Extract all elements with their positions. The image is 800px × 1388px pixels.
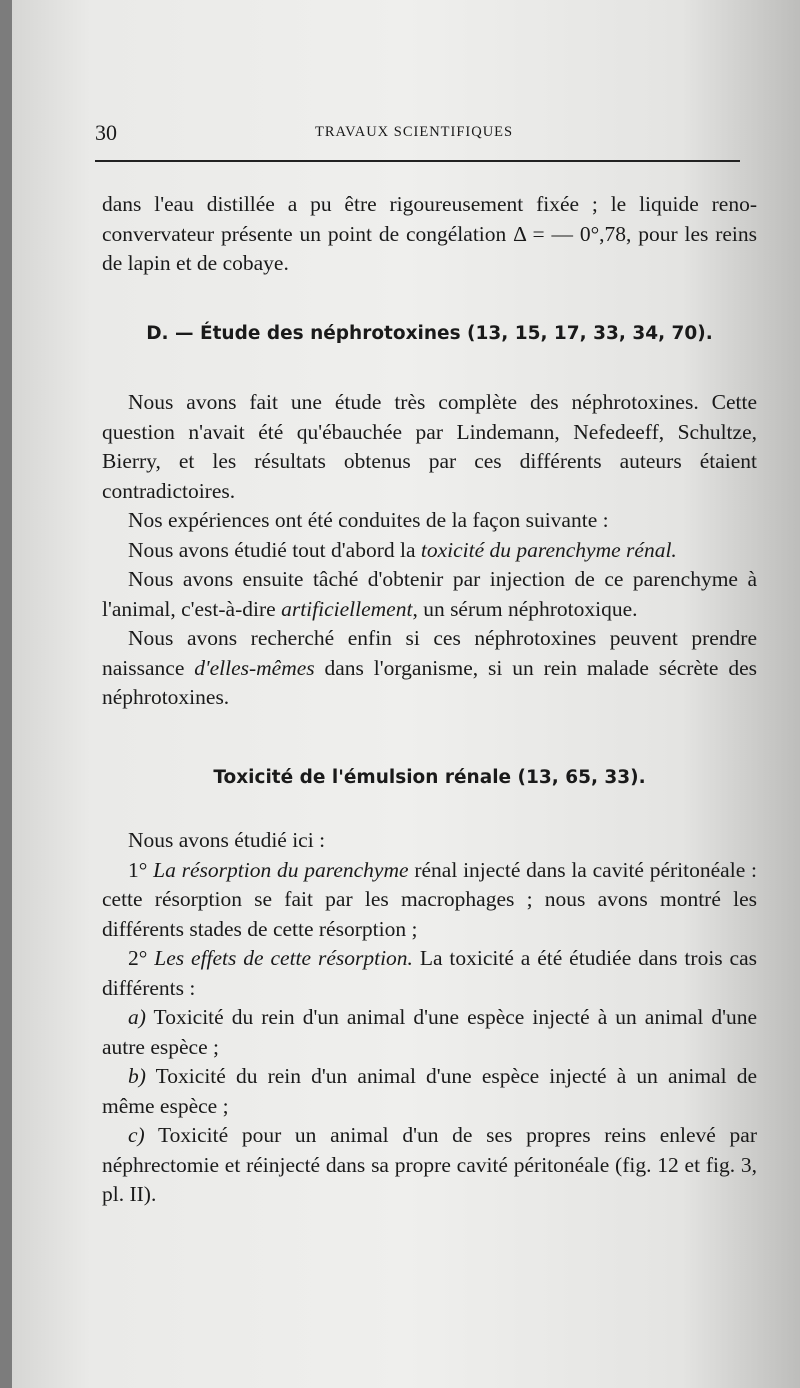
page-header (95, 120, 743, 150)
list-item: a) Toxicité du rein d'un animal d'une espèce injecté à un animal d'une autre espèce ; (102, 1005, 757, 1059)
continued-paragraph: dans l'eau distillée a pu être rigoureusement fixée ; le liquide reno-convervateur présente un point de congélation Δ = — 0°,78, pour les reins de lapin et de cobaye. (102, 192, 757, 275)
paragraph: Nos expériences ont été conduites de la façon suivante : (128, 508, 609, 532)
page-number: 30 (95, 120, 117, 145)
paragraph: Nous avons fait une étude très complète des néphrotoxines. Cette question n'avait été qu'ébauchée par Lindemann, Nefedeeff, Schultze, Bierry, et les résultats obtenus par ces différents auteurs étaient contradictoires. (102, 390, 757, 503)
page-body (102, 190, 757, 1210)
running-title: TRAVAUX SCIENTIFIQUES (315, 124, 514, 140)
book-page (12, 0, 800, 1388)
paragraph: Nous avons ensuite tâché d'obtenir par injection de ce parenchyme à l'animal, c'est-à-dire artificiellement, un sérum néphrotoxique. (102, 567, 757, 621)
section-heading-nephrotoxines: D. — Étude des néphrotoxines (13, 15, 17, 33, 34, 70). (146, 322, 713, 344)
paragraph: Nous avons recherché enfin si ces néphrotoxines peuvent prendre naissance d'elles-mêmes dans l'organisme, si un rein malade sécrète des néphrotoxines. (102, 626, 757, 709)
section-heading-toxicite: Toxicité de l'émulsion rénale (13, 65, 33). (213, 766, 646, 788)
italic-term: d'elles-mêmes (194, 655, 315, 680)
italic-term: toxicité du parenchyme rénal. (420, 537, 677, 562)
italic-term: La résorption du parenchyme (153, 857, 409, 882)
list-item: c) Toxicité pour un animal d'un de ses propres reins enlevé par néphrectomie et réinjecté dans sa propre cavité péritonéale (fig. 12 et fig. 3, pl. II). (102, 1123, 757, 1206)
paragraph: Nous avons étudié ici : (128, 828, 326, 852)
italic-term: Les effets de cette résorption. (154, 946, 413, 970)
italic-term: artificiellement (281, 596, 413, 621)
paragraph: Nous avons étudié tout d'abord la toxicité du parenchyme rénal. (128, 537, 677, 562)
list-item: b) Toxicité du rein d'un animal d'une espèce injecté à un animal de même espèce ; (102, 1064, 757, 1118)
list-item: 1° La résorption du parenchyme rénal injecté dans la cavité péritonéale : cette résorption se fait par les macrophages ; nous avons montré les différents stades de cette résorption ; (102, 857, 757, 941)
header-rule (95, 160, 740, 162)
list-item: 2° Les effets de cette résorption. La toxicité a été étudiée dans trois cas différents : (102, 946, 758, 1000)
